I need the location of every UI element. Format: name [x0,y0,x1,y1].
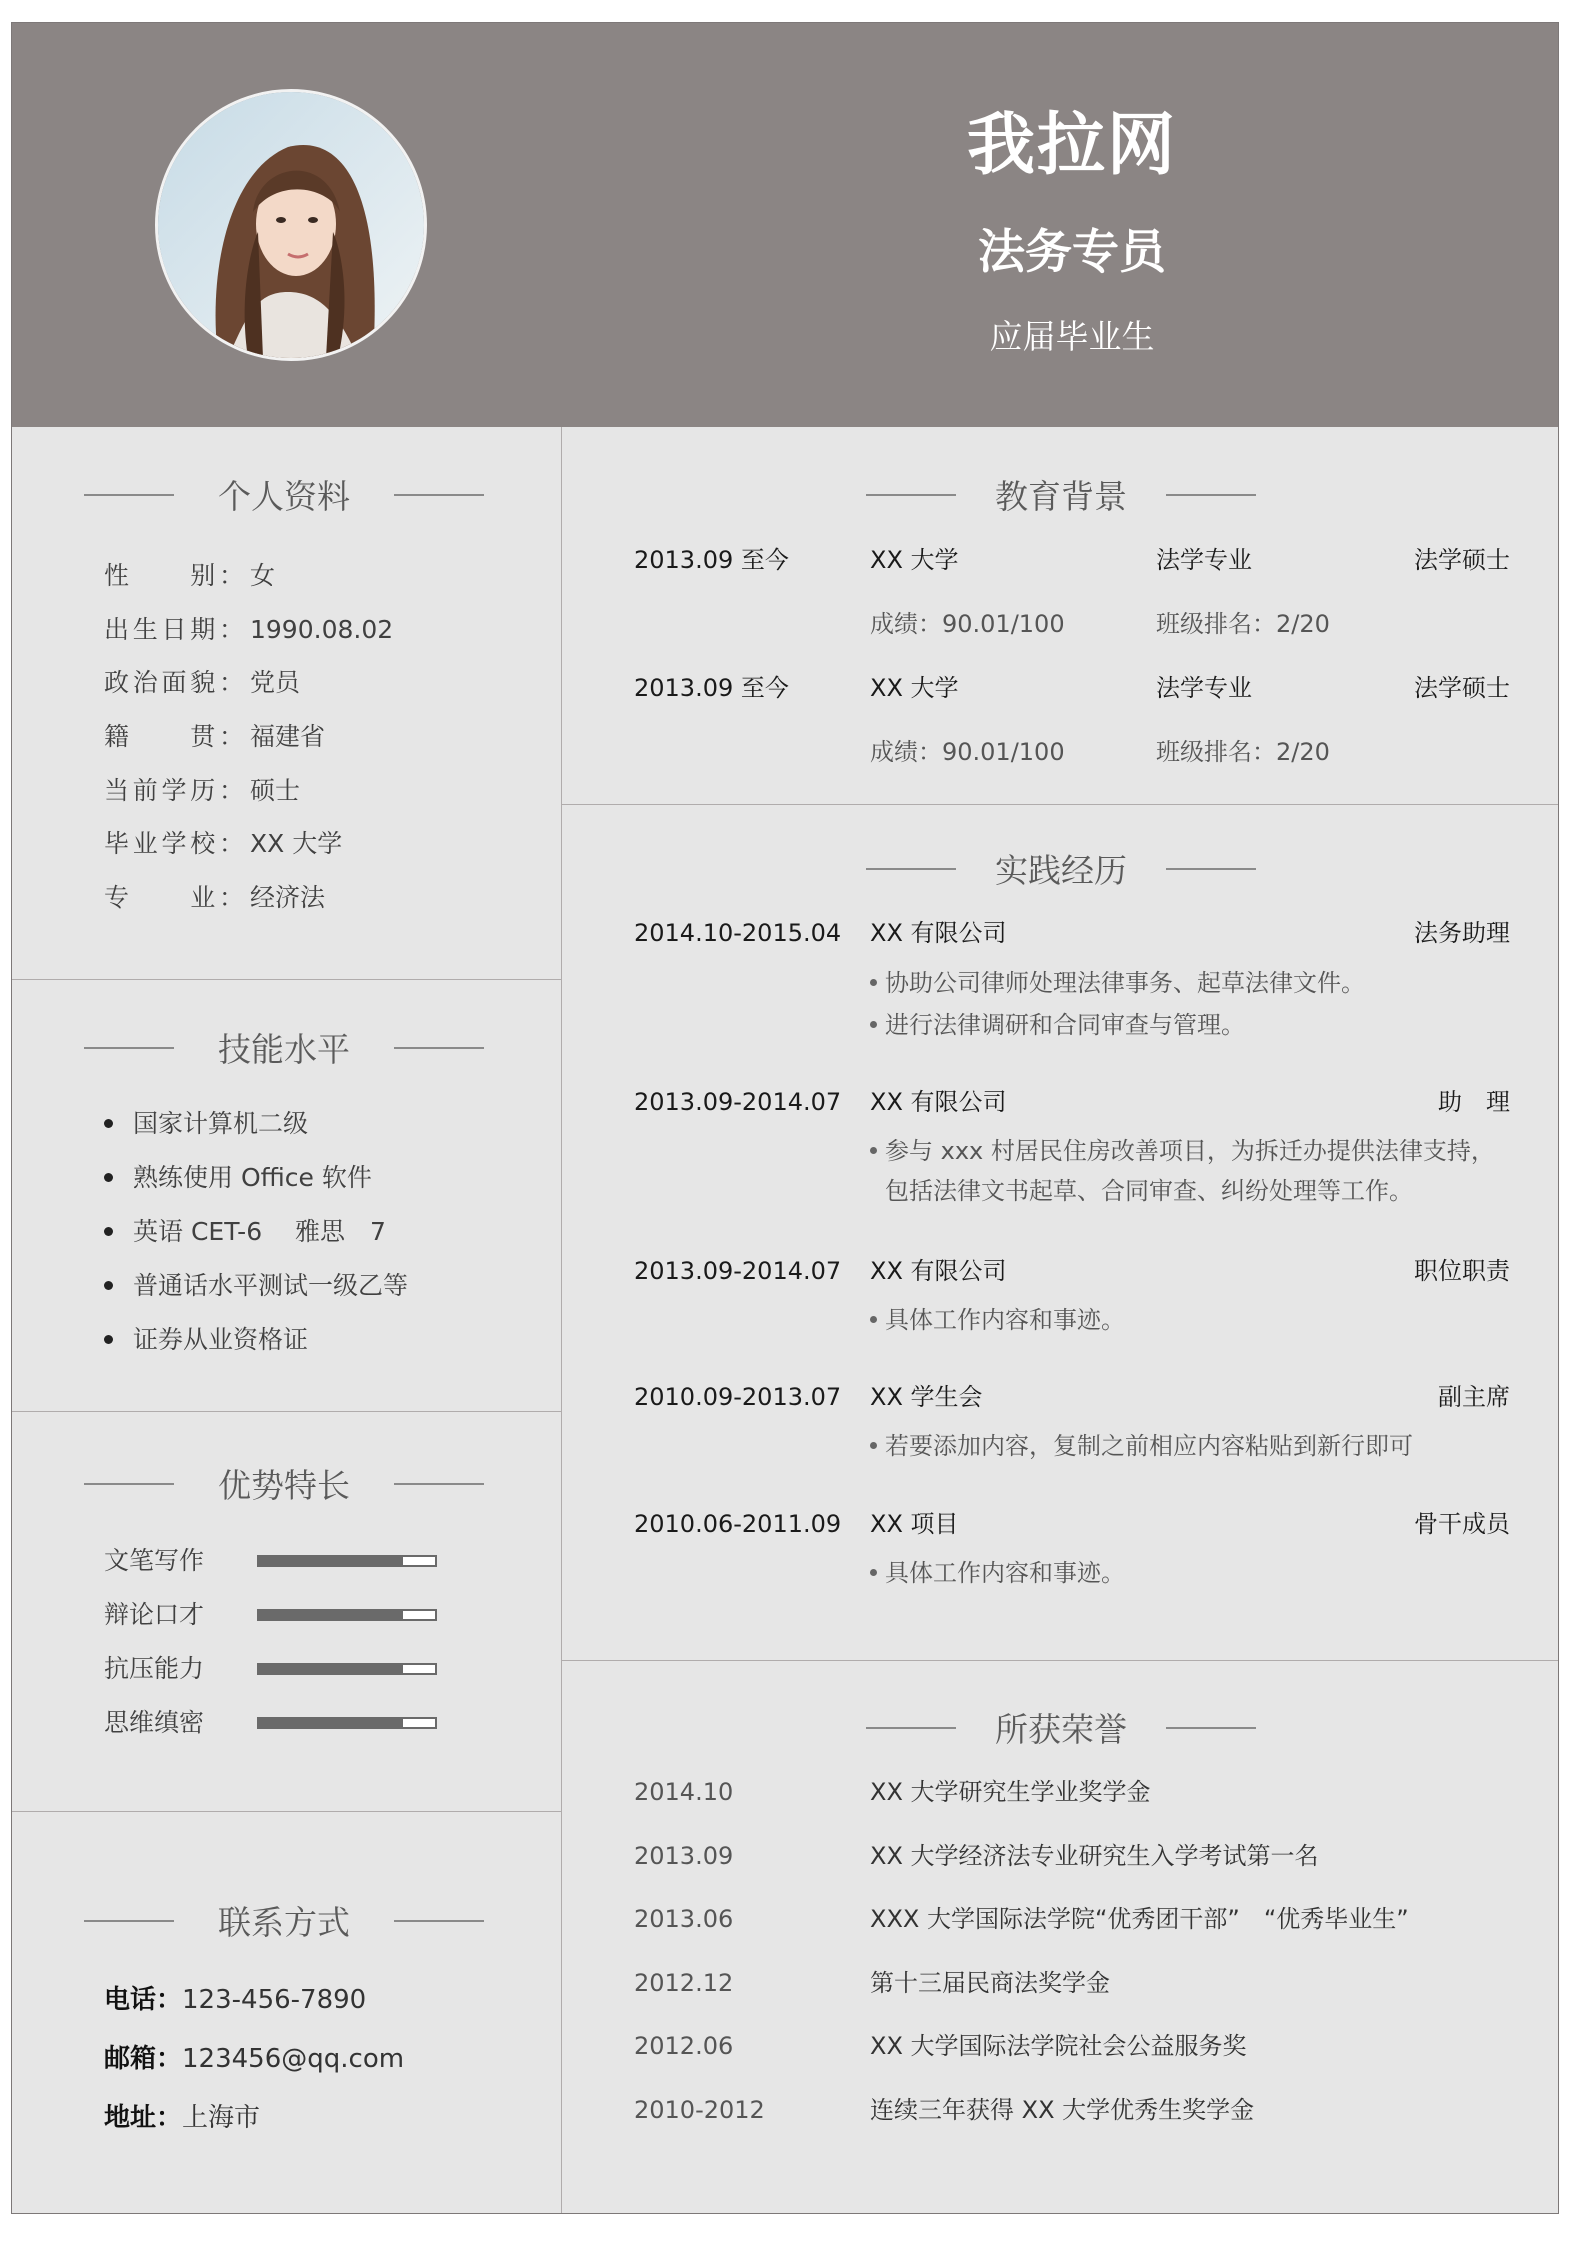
edu-degree: 法学硕士 [1414,674,1510,702]
skill-item: 证券从业资格证 [104,1323,308,1357]
skill-item: 英语 CET-6 雅思 7 [104,1215,386,1249]
practice-desc: 协助公司律师处理法律事务、起草法律文件。 [870,963,1365,1003]
practice-role: 骨干成员 [1414,1510,1510,1538]
contact-section-title: 联系方式 [218,1903,350,1942]
practice-section-title: 实践经历 [995,851,1127,890]
info-row: 当前学历： 硕士 [104,776,301,805]
strength-bar [257,1717,437,1729]
strength-label: 思维缜密 [104,1708,205,1737]
honor-date: 2010-2012 [634,2096,765,2124]
honor-date: 2013.09 [634,1842,734,1870]
contact-address: 地址：上海市 [104,2103,261,2133]
strength-bar [257,1555,437,1567]
practice-desc: 进行法律调研和合同审查与管理。 [870,1005,1245,1045]
title-line-right [1166,494,1256,496]
edu-school: XX 大学 [870,546,959,574]
honor-date: 2014.10 [634,1778,734,1806]
title-line-right [394,1047,484,1049]
honor-date: 2012.06 [634,2032,734,2060]
contact-email: 邮箱：123456@qq.com [104,2044,405,2074]
skill-item: 普通话水平测试一级乙等 [104,1269,408,1303]
honor-text: 第十三届民商法奖学金 [870,1969,1110,1997]
practice-desc: 若要添加内容，复制之前相应内容粘贴到新行即可 [870,1426,1413,1466]
info-row: 毕业学校： XX 大学 [104,829,343,858]
edu-score: 成绩：90.01/100 [870,738,1065,766]
skill-item: 熟练使用 Office 软件 [104,1161,372,1195]
honor-text: XX 大学国际法学院社会公益服务奖 [870,2032,1247,2060]
edu-major: 法学专业 [1156,546,1252,574]
edu-score: 成绩：90.01/100 [870,610,1065,638]
strength-bar-fill [259,1665,403,1673]
section-divider [12,979,561,980]
practice-org: XX 有限公司 [870,1088,1007,1116]
strengths-section-title: 优势特长 [218,1466,350,1505]
practice-desc: 具体工作内容和事迹。 [870,1553,1125,1593]
edu-rank: 班级排名：2/20 [1156,738,1330,766]
section-divider [12,1811,561,1812]
personal-section-title: 个人资料 [218,477,350,516]
edu-date: 2013.09 至今 [634,546,789,574]
title-line-right [1166,1727,1256,1729]
title-line-left [84,1920,174,1922]
strength-bar [257,1663,437,1675]
practice-desc: 包括法律文书起草、合同审查、纠纷处理等工作。 [885,1177,1413,1205]
practice-desc: 具体工作内容和事迹。 [870,1300,1125,1340]
practice-date: 2013.09-2014.07 [634,1088,842,1116]
practice-date: 2014.10-2015.04 [634,919,842,947]
education-section-title: 教育背景 [995,477,1127,516]
contact-phone: 电话：123-456-7890 [104,1985,367,2015]
resume-page [11,22,1559,2214]
avatar [155,89,427,361]
info-row: 性 别： 女 [104,561,276,590]
edu-date: 2013.09 至今 [634,674,789,702]
strength-label: 辩论口才 [104,1600,205,1629]
edu-school: XX 大学 [870,674,959,702]
title-line-right [394,1483,484,1485]
strength-label: 抗压能力 [104,1654,205,1683]
info-row: 出生日期： 1990.08.02 [104,615,394,644]
section-divider [12,1411,561,1412]
practice-role: 副主席 [1438,1383,1510,1411]
skills-section-title: 技能水平 [218,1030,350,1069]
title-line-left [866,868,956,870]
skill-item: 国家计算机二级 [104,1107,308,1141]
title-line-right [1166,868,1256,870]
honor-text: XX 大学经济法专业研究生入学考试第一名 [870,1842,1319,1870]
right-column [562,427,1559,2214]
title-line-left [866,494,956,496]
practice-date: 2013.09-2014.07 [634,1257,842,1285]
practice-role: 助 理 [1438,1088,1510,1116]
candidate-status: 应届毕业生 [989,317,1155,356]
edu-degree: 法学硕士 [1414,546,1510,574]
practice-date: 2010.06-2011.09 [634,1510,842,1538]
strength-bar-fill [259,1719,403,1727]
practice-org: XX 有限公司 [870,919,1007,947]
left-column [12,427,562,2214]
honor-date: 2012.12 [634,1969,734,1997]
honors-section-title: 所获荣誉 [995,1710,1127,1749]
title-line-right [394,494,484,496]
title-line-left [84,1483,174,1485]
title-line-left [84,494,174,496]
section-divider [562,804,1559,805]
practice-org: XX 项目 [870,1510,959,1538]
honor-text: XXX 大学国际法学院“优秀团干部” “优秀毕业生” [870,1905,1409,1933]
resume-name: 我拉网 [966,106,1177,185]
strength-bar-fill [259,1557,403,1565]
practice-org: XX 学生会 [870,1383,983,1411]
edu-rank: 班级排名：2/20 [1156,610,1330,638]
honor-text: XX 大学研究生学业奖学金 [870,1778,1151,1806]
strength-label: 文笔写作 [104,1546,205,1575]
strength-bar [257,1609,437,1621]
practice-org: XX 有限公司 [870,1257,1007,1285]
header-banner [12,23,1558,427]
info-row: 政治面貌： 党员 [104,668,301,697]
section-divider [562,1660,1559,1661]
honor-text: 连续三年获得 XX 大学优秀生奖学金 [870,2096,1255,2124]
edu-major: 法学专业 [1156,674,1252,702]
practice-date: 2010.09-2013.07 [634,1383,842,1411]
title-line-left [866,1727,956,1729]
title-line-right [394,1920,484,1922]
honor-date: 2013.06 [634,1905,734,1933]
practice-desc: 参与 xxx 村居民住房改善项目，为拆迁办提供法律支持， [870,1131,1495,1171]
info-row: 籍 贯： 福建省 [104,722,326,751]
strength-bar-fill [259,1611,403,1619]
title-line-left [84,1047,174,1049]
practice-role: 法务助理 [1414,919,1510,947]
practice-role: 职位职责 [1414,1257,1510,1285]
job-title: 法务专员 [978,225,1166,280]
info-row: 专 业： 经济法 [104,883,326,912]
